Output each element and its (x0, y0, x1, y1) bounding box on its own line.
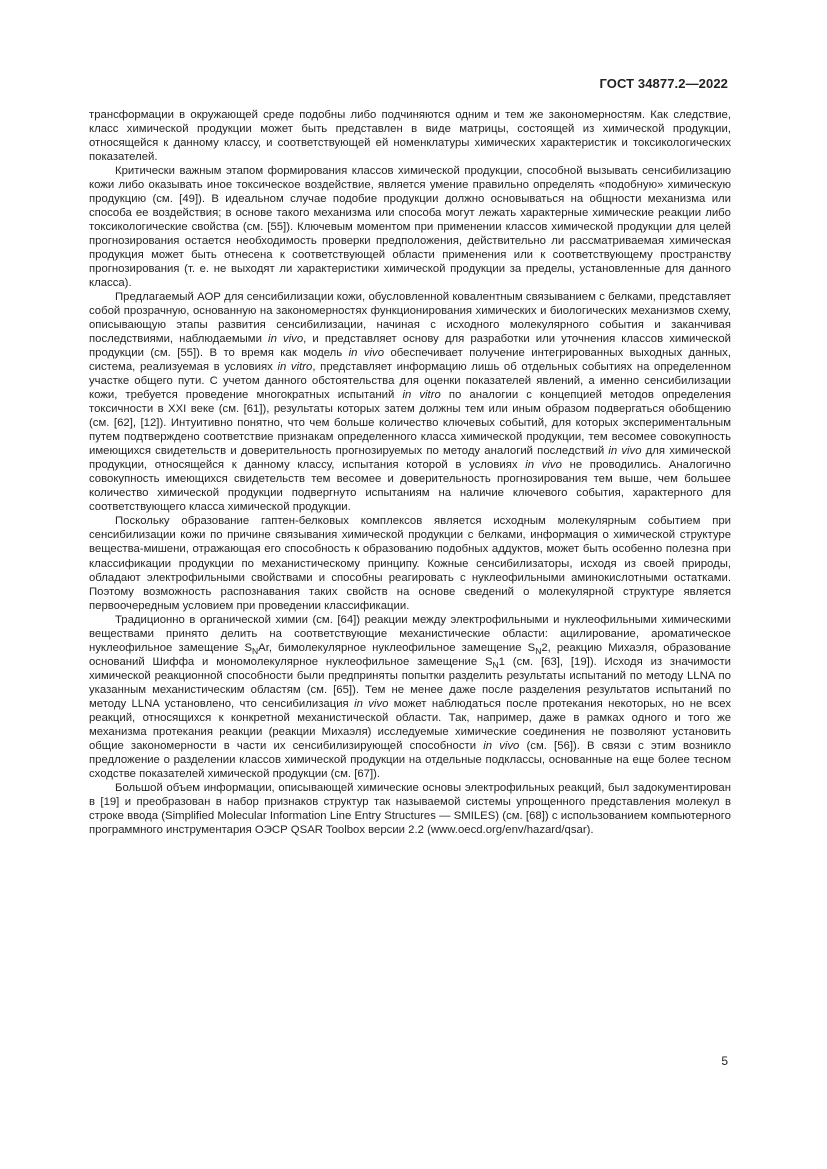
text-run: обеспечивает получение интегрированных выходных данных, система, реализуемая в условиях (89, 347, 731, 374)
document-body (89, 108, 731, 837)
italic-term: in vitro (402, 389, 441, 402)
paragraph (89, 781, 731, 837)
italic-term: in vivo (525, 459, 562, 472)
text-run: по аналогии с концепцией методов определения токсичности в XXI веке (см. [61]), результаты которых затем должны тем или иным образом подвергаться обобщению (см. [62], [12]). Интуитивно понятно, что чем больше количество ключевых событий, для которых экспериментальным путем подтверждено соответствие признакам определенного класса химической продукции, тем весомее совокупность имеющихся свидетельств и доверительность прогнозируемых по методу аналогий последствий (89, 389, 731, 458)
page-number: 5 (721, 1054, 728, 1068)
paragraph (89, 514, 731, 612)
italic-term: in vivo (354, 697, 389, 710)
text-run: , и представляет основу для разработки или уточнения классов химической продукции (см. [55]). В то время как модель (89, 333, 731, 360)
text-run: , представляет информацию лишь об отдельных событиях на определенном участке общего пути. С учетом данного обстоятельства для оценки показателей явлений, а именно сенсибилизации кожи, требуется проведение многократных испытаний (89, 361, 731, 402)
text-run: может наблюдаться после протекания некоторых, но не всех реакций, относящихся к конкретной механистической области. Так, например, даже в рамках одного и того же механизма протекания реакции (реакции Михаэля) исследуемые химические соединения не позволяют установить общие закономерности в части их сенсибилизирующей способности (89, 697, 731, 752)
italic-term: in vivo (268, 333, 304, 346)
italic-term: in vivo (608, 445, 642, 458)
paragraph (89, 108, 731, 164)
text-run: 1 (см. [63], [19]). Исходя из значимости химической реакционной способности были предприняты попытки разделить результаты испытаний по методу LLNA по указанным механистическим областям (см. [65]). Тем не менее даже после разделения результатов испытаний по методу LLNA установлено, что сенсибилизация (89, 655, 732, 710)
text-run: 2, реакцию Михаэля, образование оснований Шиффа и мономолекулярное нуклеофильное замещение S (89, 641, 731, 668)
subscript: N (252, 645, 259, 656)
text-run: Поскольку образование гаптен-белковых комплексов является исходным молекулярным событием при сенсибилизации кожи по причине связывания химической продукции с белками, информация о химической структуре вещества-мишени, отражающая его способность к образованию подобных аддуктов, может быть особенно полезна при классификации продукции по механистическому принципу. Кожные сенсибилизаторы, исходя из своей природы, обладают электрофильными свойствами и способны реагировать с нуклеофильными аминокислотными остатками. Поэтому возможность распознавания таких свойств на основе сведений о молекулярной структуре является первоочередным условием при проведении классификации. (89, 515, 731, 612)
text-run: не проводились. Аналогично совокупность имеющихся свидетельств тем весомее и доверительность прогнозирования тем выше, чем большее количество химической продукции подвергнуто испытаниям на наличие ключевого события, характерного для соответствующего класса химической продукции. (89, 459, 731, 514)
document-code-header: ГОСТ 34877.2—2022 (599, 76, 728, 91)
text-run: Критически важным этапом формирования классов химической продукции, способной вызывать сенсибилизацию кожи либо оказывать иное токсическое воздействие, является умение правильно определять «подобную» химическую продукцию (см. [49]). В идеальном случае подобие продукции должно основываться на общности механизма или способа ее воздействия; в основе такого механизма или способа могут лежать характерные химические реакции либо токсикологические свойства (см. [55]). Ключевым моментом при применении классов химической продукции для целей прогнозирования остается необходимость проверки предположения, действительно ли рассматриваемая химическая продукция может быть отнесена к соответствующей области применения или к соответствующему пространству прогнозирования (т. е. не выходят ли характеристики химической продукции за пределы, установленные для данного класса). (89, 165, 731, 290)
paragraph (89, 164, 731, 290)
italic-term: in vivo (348, 347, 385, 360)
text-run: Предлагаемый АОР для сенсибилизации кожи, обусловленной ковалентным связыванием с белками, представляет собой прозрачную, основанную на закономерностях функционирования химических и биологических механизмов схему, описывающую этапы развития сенсибилизации, начиная с исходного молекулярного события и заканчивая последствиями, наблюдаемыми (89, 291, 731, 346)
text-run: Большой объем информации, описывающей химические основы электрофильных реакций, был задокументирован в [19] и преобразован в набор признаков структур так называемой системы упрощенного представления молекул в строке ввода (Simplified Molecular Information Line Entry Structures — SMILES) (см. [68]) с использованием компьютерного программного инструментария ОЭСР QSAR Toolbox версии 2.2 (www.oecd.org/env/hazard/qsar). (89, 781, 731, 836)
subscript: N (492, 659, 499, 670)
text-run: Традиционно в органической химии (см. [64]) реакции между электрофильными и нуклеофильными химическими веществами принято делить на соответствующие механистические области: ацилирование, ароматическое нуклеофильное замещение S (89, 613, 731, 654)
subscript: N (535, 645, 542, 656)
text-run: для химической продукции, относящейся к данному классу, испытания которой в условиях (89, 445, 731, 472)
text-run: трансформации в окружающей среде подобны либо подчиняются одним и тем же закономерностям. Как следствие, класс химической продукции может быть представлен в виде матрицы, состоящей из химической продукции, относящейся к данному классу, и соответствующей ей номенклатуры химических характеристик и токсикологических показателей. (89, 109, 731, 164)
paragraph (89, 613, 731, 781)
text-run: Ar, бимолекулярное нуклеофильное замещение S (258, 641, 536, 654)
italic-term: in vivo (483, 739, 520, 752)
text-run: (см. [56]). В связи с этим возникло предложение о разделении классов химической продукции на отдельные подклассы, основанные на еще более тесном сходстве показателей химической продукции (см. [67]). (89, 739, 732, 780)
paragraph (89, 290, 731, 514)
italic-term: in vitro (277, 361, 313, 374)
